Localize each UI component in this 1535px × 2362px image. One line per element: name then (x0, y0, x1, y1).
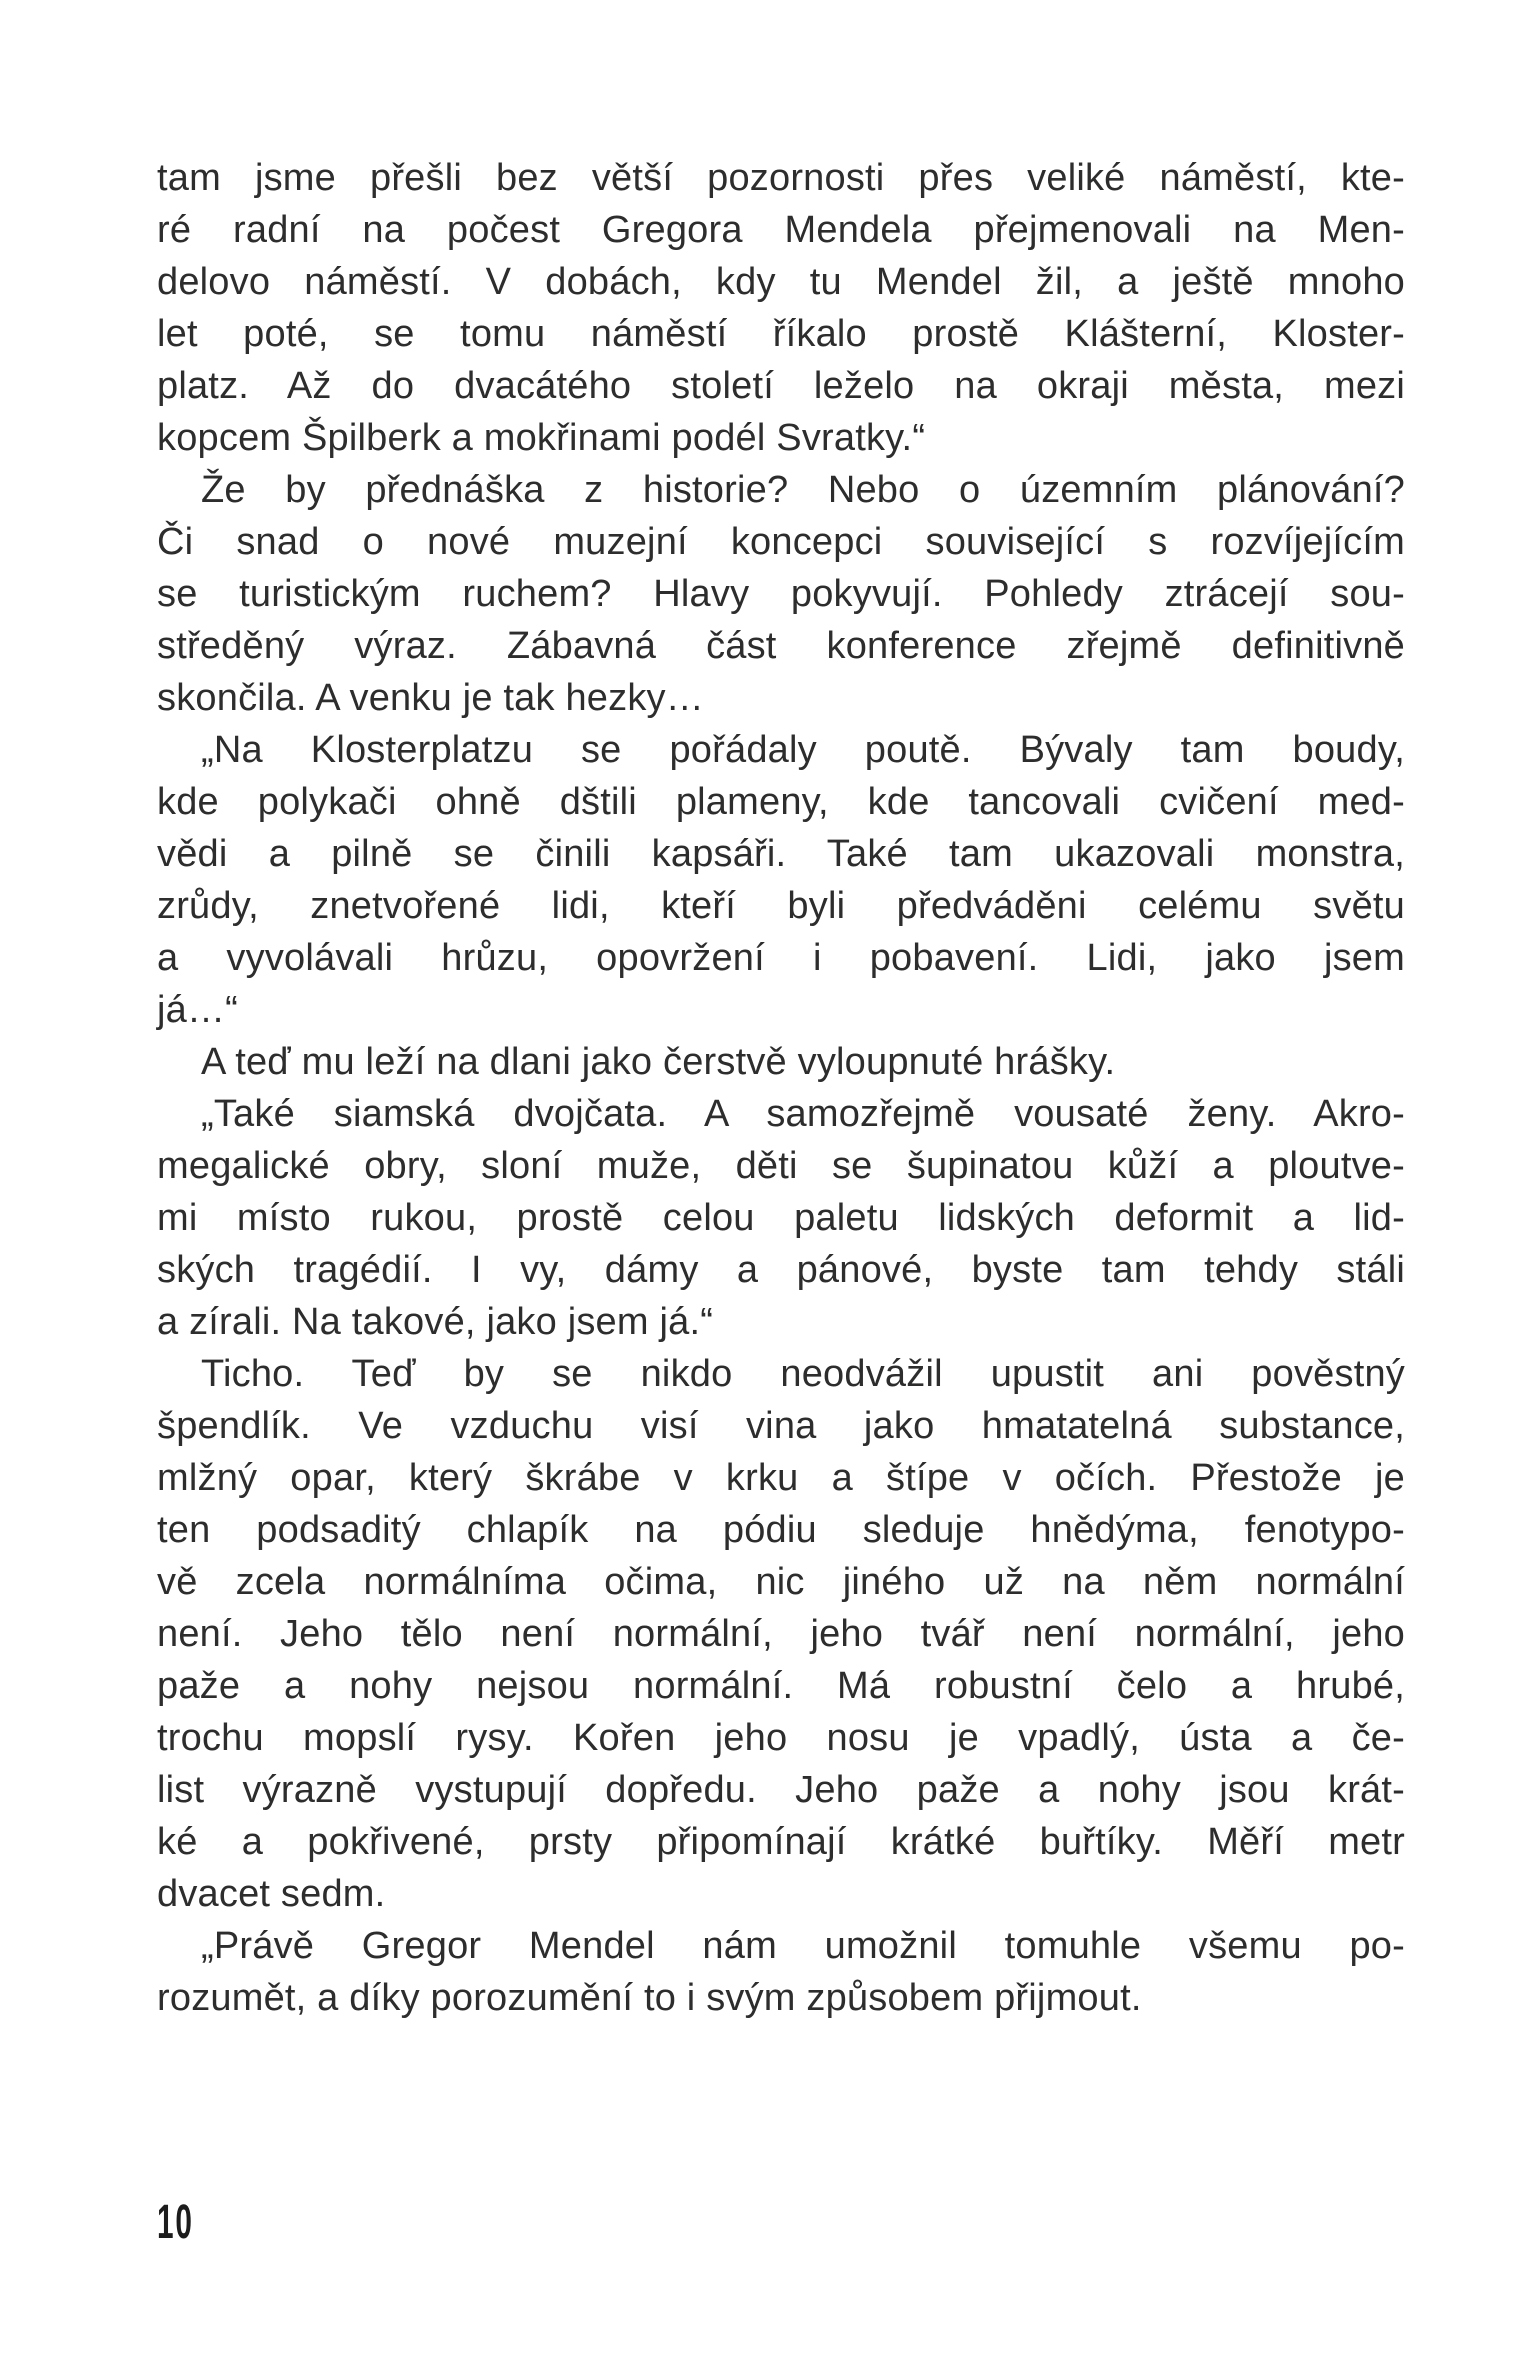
text-line: „Také siamská dvojčata. A samozřejmě vousaté ženy. Akro- (201, 1093, 1405, 1135)
text-line: vědi a pilně se činili kapsáři. Také tam ukazovali monstra, (157, 833, 1405, 875)
text-line: platz. Až do dvacátého století leželo na okraji města, mezi (157, 365, 1405, 407)
paragraph (157, 464, 1405, 724)
text-line: „Právě Gregor Mendel nám umožnil tomuhle všemu po- (201, 1925, 1405, 1967)
paragraph (157, 1088, 1405, 1348)
text-line: není. Jeho tělo není normální, jeho tvář není normální, jeho (157, 1613, 1405, 1655)
text-line: trochu mopslí rysy. Kořen jeho nosu je vpadlý, ústa a če- (157, 1717, 1405, 1759)
text-line: list výrazně vystupují dopředu. Jeho paže a nohy jsou krát- (157, 1769, 1405, 1811)
text-line: a vyvolávali hrůzu, opovržení i pobavení. Lidi, jako jsem (157, 937, 1405, 979)
paragraph (157, 152, 1405, 464)
text-line: dvacet sedm. (157, 1873, 386, 1915)
text-line: let poté, se tomu náměstí říkalo prostě Klášterní, Kloster- (157, 313, 1405, 355)
text-line: a zírali. Na takové, jako jsem já.“ (157, 1301, 714, 1343)
text-line: tam jsme přešli bez větší pozornosti přes veliké náměstí, kte- (157, 157, 1405, 199)
text-line: Že by přednáška z historie? Nebo o územním plánování? (201, 469, 1405, 511)
text-line: mlžný opar, který škrábe v krku a štípe v očích. Přestože je (157, 1457, 1405, 1499)
text-line: kde polykači ohně dštili plameny, kde tancovali cvičení med- (157, 781, 1405, 823)
text-line: Ticho. Teď by se nikdo neodvážil upustit ani pověstný (201, 1353, 1405, 1395)
paragraph (157, 724, 1405, 1036)
text-line: ských tragédií. I vy, dámy a pánové, byste tam tehdy stáli (157, 1249, 1405, 1291)
text-line: kopcem Špilberk a mokřinami podél Svratky.“ (157, 417, 926, 459)
text-line: vě zcela normálníma očima, nic jiného už na něm normální (157, 1561, 1405, 1603)
text-line: paže a nohy nejsou normální. Má robustní čelo a hrubé, (157, 1665, 1405, 1707)
text-line: zrůdy, znetvořené lidi, kteří byli předváděni celému světu (157, 885, 1405, 927)
text-line: ten podsaditý chlapík na pódiu sleduje hnědýma, fenotypo- (157, 1509, 1405, 1551)
page-number: 10 (157, 2196, 194, 2249)
text-line: skončila. A venku je tak hezky… (157, 677, 704, 719)
text-line: Či snad o nové muzejní koncepci související s rozvíjejícím (157, 521, 1405, 563)
text-line: megalické obry, sloní muže, děti se šupinatou kůží a ploutve- (157, 1145, 1405, 1187)
text-line: mi místo rukou, prostě celou paletu lidských deformit a lid- (157, 1197, 1405, 1239)
text-line: ré radní na počest Gregora Mendela přejmenovali na Men- (157, 209, 1405, 251)
text-line: se turistickým ruchem? Hlavy pokyvují. Pohledy ztrácejí sou- (157, 573, 1405, 615)
text-line: středěný výraz. Zábavná část konference zřejmě definitivně (157, 625, 1405, 667)
text-line: A teď mu leží na dlani jako čerstvě vyloupnuté hrášky. (201, 1041, 1116, 1083)
text-line: ké a pokřivené, prsty připomínají krátké buřtíky. Měří metr (157, 1821, 1405, 1863)
paragraph (157, 1920, 1405, 2024)
paragraph (157, 1036, 1405, 1088)
text-line: delovo náměstí. V dobách, kdy tu Mendel žil, a ještě mnoho (157, 261, 1405, 303)
text-block (157, 152, 1405, 2024)
text-line: „Na Klosterplatzu se pořádaly poutě. Bývaly tam boudy, (201, 729, 1405, 771)
text-line: špendlík. Ve vzduchu visí vina jako hmatatelná substance, (157, 1405, 1405, 1447)
text-line: rozumět, a díky porozumění to i svým způsobem přijmout. (157, 1977, 1142, 2019)
text-line: já…“ (157, 989, 239, 1031)
paragraph (157, 1348, 1405, 1920)
